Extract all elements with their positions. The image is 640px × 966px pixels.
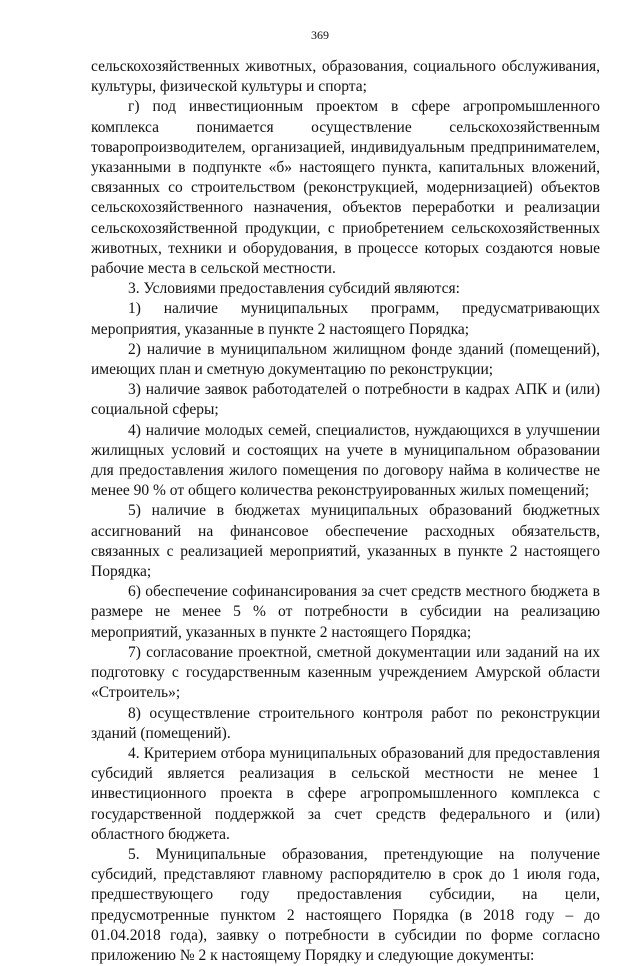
paragraph-condition-8: 8) осуществление строительного контроля работ по реконструкции зданий (помещений). (91, 704, 600, 742)
paragraph-condition-7: 7) согласование проектной, сметной документации или заданий на их подготовку с государственным казенным учреждением Амурской области «Строитель»; (91, 643, 600, 702)
paragraph-section-3: 3. Условиями предоставления субсидий являются: (128, 280, 460, 298)
paragraph-condition-6: 6) обеспечение софинансирования за счет средств местного бюджета в размере не менее 5 % от потребности в субсидии на реализацию мероприятий, указанных в пункте 2 настоящего Порядка; (91, 583, 600, 641)
paragraph-section-5: 5. Муниципальные образования, претендующие на получение субсидий, представляют главному распорядителю в срок до 1 июля года, предшествующего году предоставления субсидии, на цели, предусмотренные пунктом 2 настоящего Порядка (в 2018 году – до 01.04.2018 года), заявку о потребности в субсидии по форме согласно приложению № 2 к настоящему Порядку и следующие документы: (91, 845, 600, 964)
paragraph-condition-2: 2) наличие в муниципальном жилищном фонде зданий (помещений), имеющих план и сметную документацию по реконструкции; (91, 340, 600, 379)
paragraph-condition-1: 1) наличие муниципальных программ, предусматривающих мероприятия, указанные в пункте 2 настоящего Порядка; (91, 300, 600, 338)
paragraph-section-4: 4. Критерием отбора муниципальных образований для предоставления субсидий является реализация в сельской местности не менее 1 инвестиционного проекта в сфере агропромышленного комплекса с государственной поддержкой за счет средств федерального и (или) областного бюджета. (91, 744, 600, 843)
page-number: 369 (311, 28, 329, 42)
paragraph-condition-5: 5) наличие в бюджетах муниципальных образований бюджетных ассигнований на финансовое обеспечение расходных обязательств, связанных с реализацией мероприятий, указанных в пункте 2 настоящего Порядка; (91, 502, 600, 581)
paragraph-condition-4: 4) наличие молодых семей, специалистов, нуждающихся в улучшении жилищных условий и состоящих на учете в муниципальном образовании для предоставления жилого помещения по договору найма в количестве не менее 90 % от общего количества реконструированных жилых помещений; (91, 421, 600, 500)
paragraph-subitem-g: г) под инвестиционным проектом в сфере агропромышленного комплекса понимается осуществление сельскохозяйственным товаропроизводителем, организацией, индивидуальным предпринимателем, указанными в подпункте «б» настоящего пункта, капитальных вложений, связанных со строительством (реконструкцией, модернизацией) объектов сельскохозяйственного назначения, объектов переработки и реализации сельскохозяйственной продукции, с приобретением сельскохозяйственных животных, техники и оборудования, в процессе которых создаются новые рабочие места в сельской местности. (91, 98, 600, 278)
paragraph-continuation: сельскохозяйственных животных, образования, социального обслуживания, культуры, физической культуры и спорта; (91, 58, 600, 96)
paragraph-condition-3: 3) наличие заявок работодателей о потребности в кадрах АПК и (или) социальной сферы; (91, 381, 600, 419)
document-body (91, 57, 600, 966)
